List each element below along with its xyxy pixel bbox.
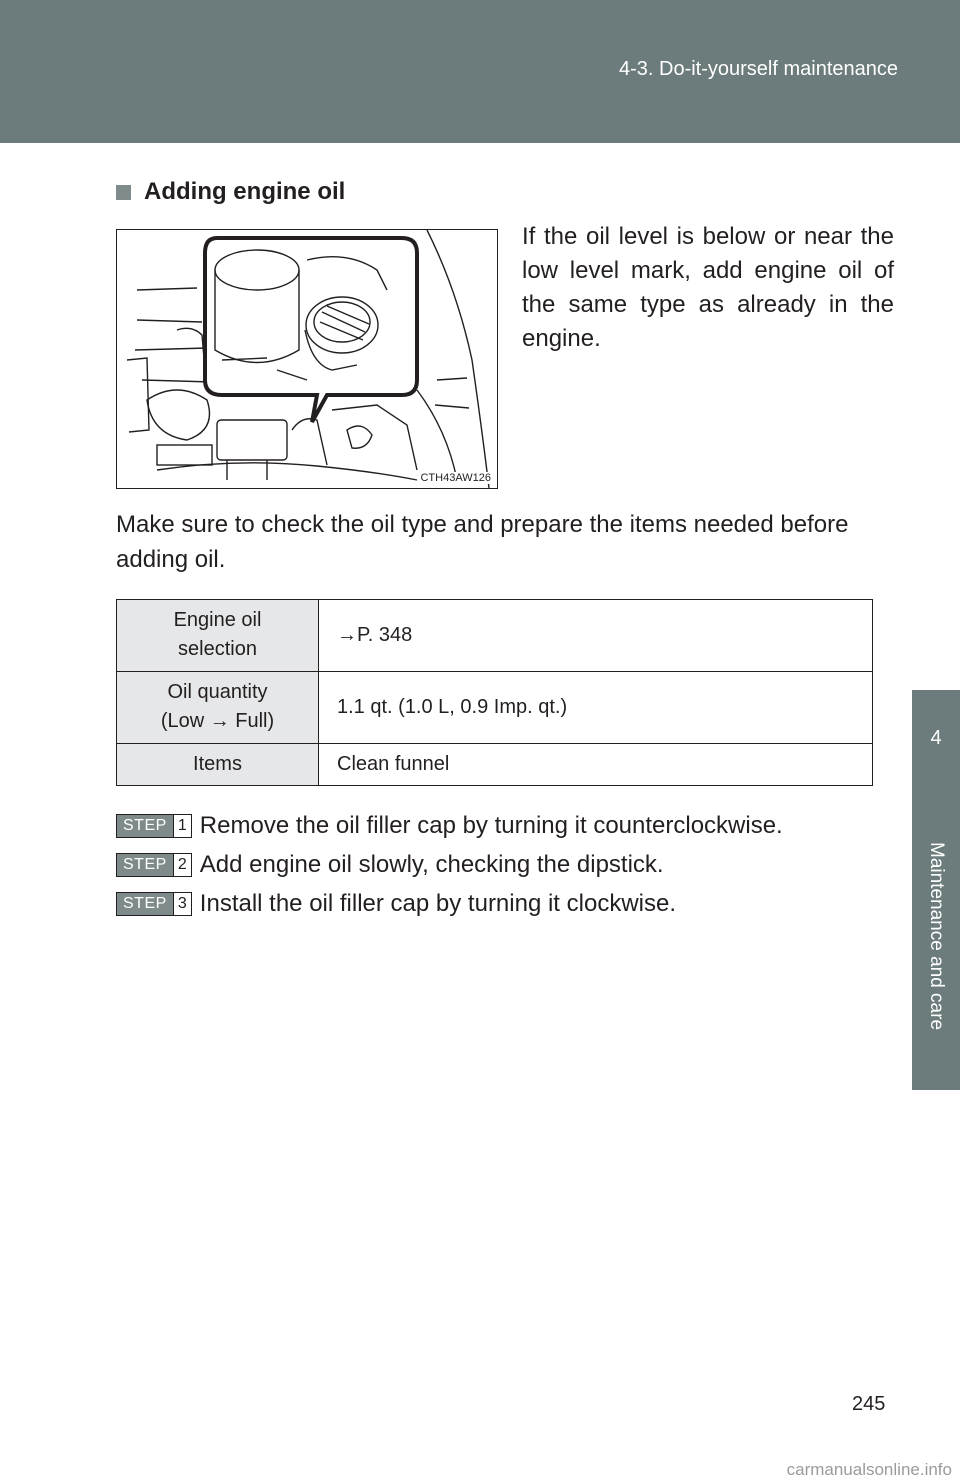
- step-word: STEP: [117, 815, 173, 837]
- section-heading-text: Adding engine oil: [144, 178, 346, 205]
- section-title: 4-3. Do-it-yourself maintenance: [618, 58, 898, 80]
- step-item: [116, 845, 906, 884]
- engine-bay-drawing: [117, 230, 497, 488]
- step-list: [116, 806, 906, 923]
- step-number: 3: [173, 893, 191, 915]
- step-number: 2: [173, 854, 191, 876]
- step-badge: [116, 853, 192, 877]
- table-row: [117, 744, 873, 786]
- table-value: →P. 348: [319, 600, 873, 672]
- step-number: 1: [173, 815, 191, 837]
- instruction-paragraph: Make sure to check the oil type and prepare the items needed before adding oil.: [116, 511, 849, 573]
- section-heading: [116, 178, 345, 206]
- step-text: Add engine oil slowly, checking the dipstick.: [199, 850, 664, 878]
- square-bullet-icon: [116, 185, 131, 200]
- table-row: [117, 672, 873, 744]
- step-item: [116, 884, 906, 923]
- chapter-side-tab[interactable]: [912, 690, 960, 1090]
- watermark-link[interactable]: carmanualsonline.info: [786, 1460, 952, 1479]
- figure-code: CTH43AW126: [420, 472, 491, 484]
- oil-spec-table: [116, 599, 873, 786]
- table-value: 1.1 qt. (1.0 L, 0.9 Imp. qt.): [319, 672, 873, 744]
- header-bar: [0, 0, 960, 143]
- step-text: Remove the oil filler cap by turning it counterclockwise.: [199, 811, 783, 839]
- engine-illustration: [116, 229, 498, 489]
- table-label: Oil quantity (Low → Full): [117, 672, 319, 744]
- table-row: [117, 600, 873, 672]
- chapter-name: Maintenance and care: [926, 841, 947, 1031]
- step-word: STEP: [117, 854, 173, 876]
- page-number: 245: [852, 1393, 886, 1415]
- table-label: Items: [117, 744, 319, 786]
- intro-text: If the oil level is below or near the low level mark, add engine oil of the same type as already in the engine.: [522, 223, 894, 352]
- step-item: [116, 806, 906, 845]
- step-text: Install the oil filler cap by turning it clockwise.: [199, 889, 676, 917]
- step-word: STEP: [117, 893, 173, 915]
- step-badge: [116, 814, 192, 838]
- step-badge: [116, 892, 192, 916]
- chapter-number: 4: [930, 726, 942, 749]
- table-value: Clean funnel: [319, 744, 873, 786]
- table-label: Engine oil selection: [117, 600, 319, 672]
